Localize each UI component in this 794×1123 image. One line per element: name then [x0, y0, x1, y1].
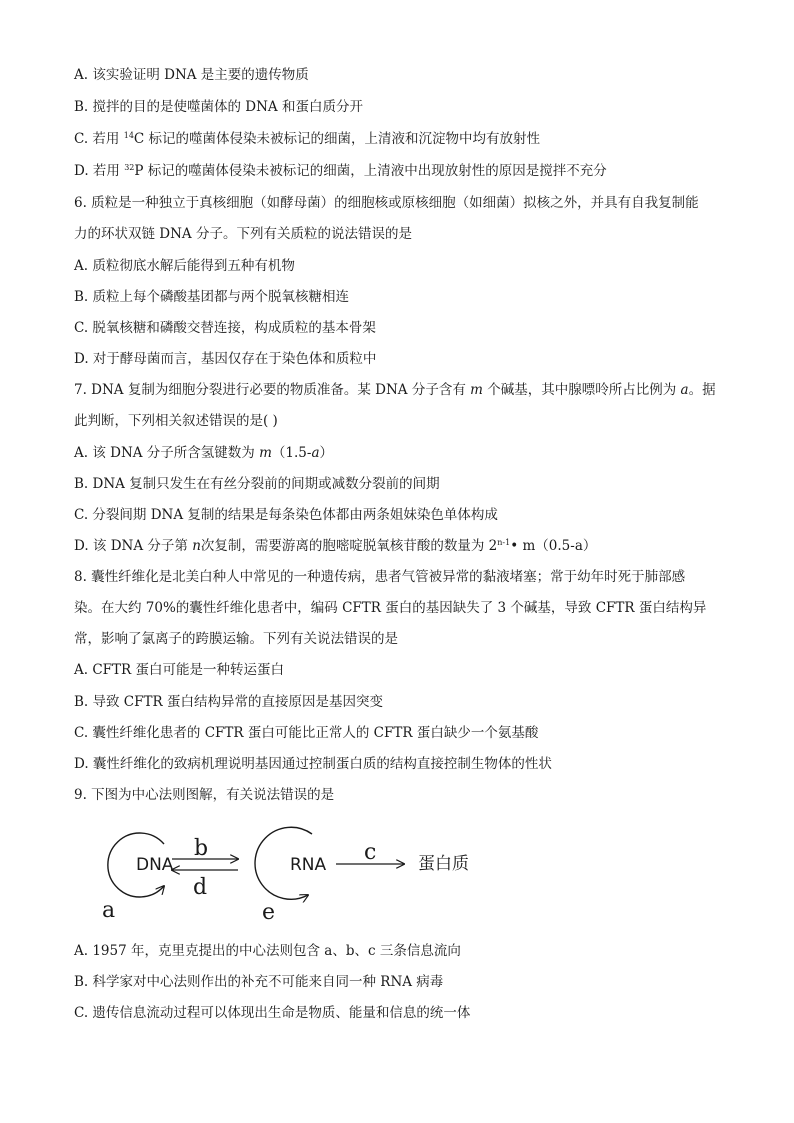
q5-c-text: C. 若用	[74, 131, 124, 147]
q7-option-d	[74, 537, 734, 555]
q7-stem-text-2: 个碱基，其中腺嘌呤所占比例为	[482, 382, 681, 398]
q7-option-c: C. 分裂间期 DNA 复制的结果是每条染色体都由两条姐妹染色单体构成	[74, 507, 498, 523]
q8-option-d: D. 囊性纤维化的致病机理说明基因通过控制蛋白质的结构直接控制生物体的性状	[74, 756, 552, 772]
q7-a-var-m: m	[259, 445, 272, 461]
q9-stem: 9. 下图为中心法则图解，有关说法错误的是	[74, 787, 335, 803]
q7-stem-line-1	[74, 381, 734, 399]
q9-option-a: A. 1957 年，克里克提出的中心法则包含 a、b、c 三条信息流向	[74, 943, 461, 959]
q8-option-a: A. CFTR 蛋白可能是一种转运蛋白	[74, 662, 284, 678]
q6-stem-line-1: 6. 质粒是一种独立于真核细胞（如酵母菌）的细胞核或原核细胞（如细菌）拟核之外，并具有自我复制能	[74, 195, 699, 211]
q5-c-text-rest: C 标记的噬菌体侵染未被标记的细菌，上清液和沉淀物中均有放射性	[133, 131, 541, 147]
q6-option-a: A. 质粒彻底水解后能得到五种有机物	[74, 258, 295, 274]
q8-option-c: C. 囊性纤维化患者的 CFTR 蛋白可能比正常人的 CFTR 蛋白缺少一个氨基酸	[74, 725, 539, 741]
q9-option-b: B. 科学家对中心法则作出的补充不可能来自同一种 RNA 病毒	[74, 974, 444, 990]
q7-a-text: A. 该 DNA 分子所含氢键数为	[74, 445, 260, 461]
q7-d-text: D. 该 DNA 分子第	[74, 538, 193, 554]
q7-d-var-n: n	[192, 538, 201, 554]
protein-label: 蛋白质	[418, 854, 469, 874]
label-a: a	[102, 898, 116, 923]
q9-option-c: C. 遗传信息流动过程可以体现出生命是物质、能量和信息的统一体	[74, 1005, 471, 1021]
q7-option-a	[74, 444, 734, 462]
q6-option-d: D. 对于酵母菌而言，基因仅存在于染色体和质粒中	[74, 351, 377, 367]
q6-stem-line-2: 力的环状双链 DNA 分子。下列有关质粒的说法错误的是	[74, 226, 412, 242]
q5-option-c	[74, 130, 734, 148]
label-e: e	[262, 900, 276, 925]
rna-label: RNA	[290, 855, 327, 875]
q7-a-var-a: a	[311, 445, 320, 461]
q5-d-text-rest: P 标记的噬菌体侵染未被标记的细菌，上清液中出现放射性的原因是搅拌不充分	[134, 163, 607, 179]
dna-label: DNA	[136, 855, 174, 875]
label-b: b	[194, 836, 209, 861]
q7-d-superscript: n-1	[497, 538, 511, 547]
central-dogma-diagram	[60, 818, 500, 930]
q8-option-b: B. 导致 CFTR 蛋白结构异常的直接原因是基因突变	[74, 694, 383, 710]
q5-option-d	[74, 162, 734, 180]
q7-a-text-3: ）	[319, 445, 333, 461]
q5-option-a: A. 该实验证明 DNA 是主要的遗传物质	[74, 67, 309, 83]
q6-option-c: C. 脱氧核糖和磷酸交替连接，构成质粒的基本骨架	[74, 320, 376, 336]
q7-var-a: a	[680, 382, 689, 398]
q7-a-text-2: （1.5-	[271, 445, 312, 461]
q7-option-b: B. DNA 复制只发生在有丝分裂前的间期或减数分裂前的间期	[74, 476, 440, 492]
q8-stem-line-3: 常，影响了氯离子的跨膜运输。下列有关说法错误的是	[74, 631, 398, 647]
q5-option-b: B. 搅拌的目的是使噬菌体的 DNA 和蛋白质分开	[74, 99, 363, 115]
q8-stem-line-1: 8. 囊性纤维化是北美白种人中常见的一种遗传病，患者气管被异常的黏液堵塞；常于幼年时死于肺部感	[74, 569, 686, 585]
q7-d-text-2: 次复制，需要游离的胞嘧啶脱氧核苷酸的数量为 2	[200, 538, 498, 554]
label-d: d	[193, 875, 208, 900]
q5-c-superscript: 14	[123, 131, 134, 140]
q7-d-text-3: • m（0.5-a）	[510, 538, 597, 554]
q6-option-b: B. 质粒上每个磷酸基团都与两个脱氧核糖相连	[74, 289, 350, 305]
q7-stem-text-3: 。据	[688, 382, 716, 398]
q7-stem-line-2: 此判断，下列相关叙述错误的是( )	[74, 413, 278, 429]
q5-d-text: D. 若用	[74, 163, 125, 179]
q8-stem-line-2: 染。在大约 70%的囊性纤维化患者中，编码 CFTR 蛋白的基因缺失了 3 个碱基，导致 CFTR 蛋白结构异	[74, 600, 707, 616]
q5-d-superscript: 32	[124, 163, 135, 172]
label-c: c	[364, 840, 377, 865]
q7-var-m: m	[470, 382, 483, 398]
q7-stem-text: 7. DNA 复制为细胞分裂进行必要的物质准备。某 DNA 分子含有	[74, 382, 471, 398]
